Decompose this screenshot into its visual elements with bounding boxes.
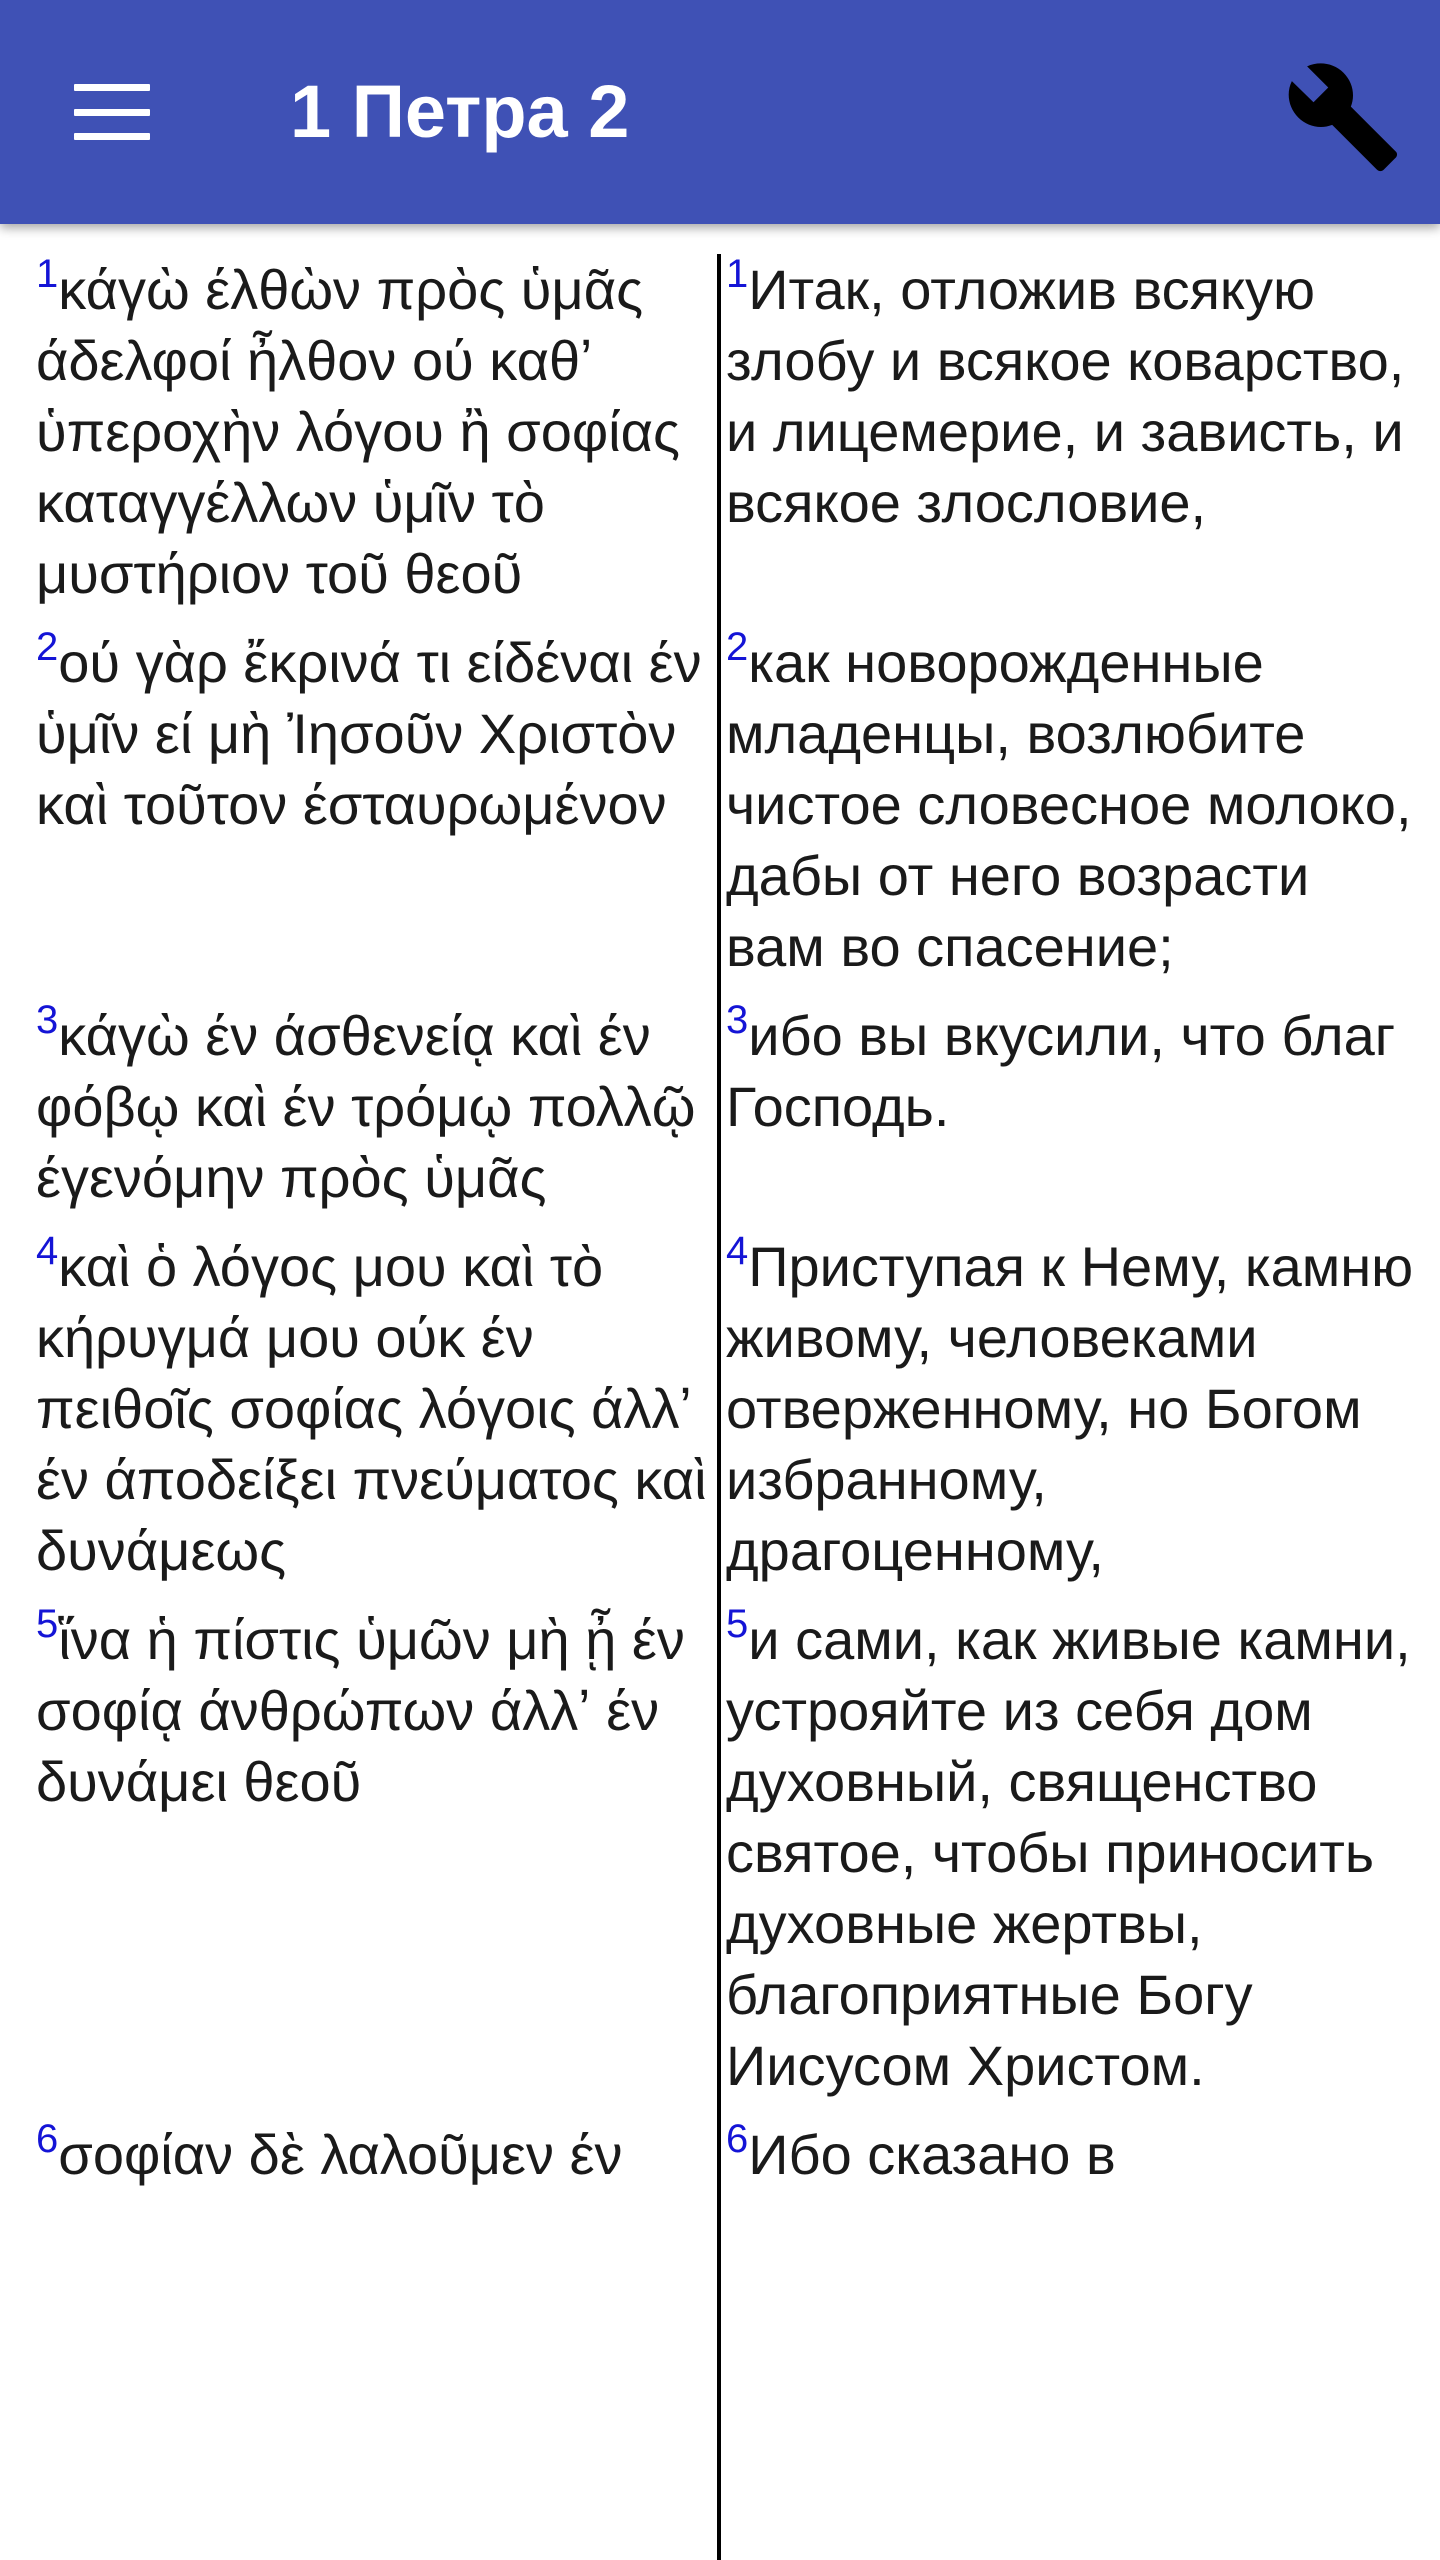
parallel-text-view[interactable] [0, 224, 1440, 2560]
verse-number: 5 [36, 1602, 59, 1646]
verse-row[interactable] [0, 627, 1440, 982]
verse-number: 3 [726, 998, 749, 1042]
settings-button[interactable] [1284, 58, 1402, 176]
hamburger-menu-icon [74, 84, 150, 140]
verse-text: Ибо сказано в [748, 2123, 1116, 2186]
verse-text: κάγὼ έν άσθενείᾳ καὶ έν φόβῳ καὶ έν τρόμῳ πολλῷ έγενόμην πρὸς ὑμᾶς [36, 1004, 696, 1209]
verse-text: и сами, как живые камни, устрояйте из себя дом духовный, священство святое, чтобы приносить духовные жертвы, благоприятные Богу Иисусом Христом. [726, 1608, 1411, 2097]
russian-verse-text [719, 627, 1440, 982]
page-title: 1 Петра 2 [290, 70, 630, 153]
russian-verse-text [719, 1604, 1440, 2101]
verse-text: καὶ ὁ λόγος μου καὶ τὸ κήρυγμά μου ούκ έν πειθοῖς σοφίας λόγοις άλλʼ έν άποδείξει πνεύματος καὶ δυνάμεως [36, 1235, 707, 1582]
russian-verse-text [719, 1231, 1440, 1586]
wrench-icon [1284, 58, 1402, 176]
verse-row[interactable] [0, 2119, 1440, 2190]
greek-verse-text [0, 254, 719, 609]
verse-list [0, 254, 1440, 2208]
verse-text: ἵνα ἡ πίστις ὑμῶν μὴ ᾖ έν σοφίᾳ άνθρώπων άλλʼ έν δυνάμει θεοῦ [36, 1608, 685, 1813]
verse-text: ού γὰρ ἔκρινά τι είδέναι έν ὑμῖν εί μὴ Ἰησοῦν Χριστὸν καὶ τοῦτον έσταυρωμένον [36, 631, 702, 836]
greek-verse-text [0, 2119, 719, 2190]
verse-text: Итак, отложив всякую злобу и всякое коварство, и лицемерие, и зависть, и всякое злословие, [726, 258, 1405, 534]
russian-verse-text [719, 254, 1440, 609]
verse-row[interactable] [0, 1000, 1440, 1213]
menu-button[interactable] [52, 60, 172, 164]
greek-verse-text [0, 1604, 719, 2101]
verse-row[interactable] [0, 1231, 1440, 1586]
russian-verse-text [719, 1000, 1440, 1213]
verse-row[interactable] [0, 1604, 1440, 2101]
russian-verse-text [719, 2119, 1440, 2190]
verse-number: 4 [726, 1229, 749, 1273]
verse-row[interactable] [0, 254, 1440, 609]
verse-text: ибо вы вкусили, что благ Господь. [726, 1004, 1396, 1138]
verse-text: как новорожденные младенцы, возлюбите чистое словесное молоко, дабы от него возрасти вам во спасение; [726, 631, 1412, 978]
verse-number: 2 [726, 625, 749, 669]
verse-number: 6 [36, 2117, 59, 2161]
verse-number: 3 [36, 998, 59, 1042]
greek-verse-text [0, 1000, 719, 1213]
verse-text: κάγὼ έλθὼν πρὸς ὑμᾶς άδελφοί ἦλθον ού καθʼ ὑπεροχὴν λόγου ἢ σοφίας καταγγέλλων ὑμῖν τὸ μυστήριον τοῦ θεοῦ [36, 258, 680, 605]
app-bar [0, 0, 1440, 224]
verse-text: Приступая к Нему, камню живому, человеками отверженному, но Богом избранному, драгоценному, [726, 1235, 1414, 1582]
greek-verse-text [0, 627, 719, 982]
verse-number: 4 [36, 1229, 59, 1273]
verse-number: 5 [726, 1602, 749, 1646]
verse-text: σοφίαν δὲ λαλοῦμεν έν [58, 2123, 623, 2186]
verse-number: 1 [726, 252, 749, 296]
verse-number: 1 [36, 252, 59, 296]
verse-number: 6 [726, 2117, 749, 2161]
verse-number: 2 [36, 625, 59, 669]
greek-verse-text [0, 1231, 719, 1586]
